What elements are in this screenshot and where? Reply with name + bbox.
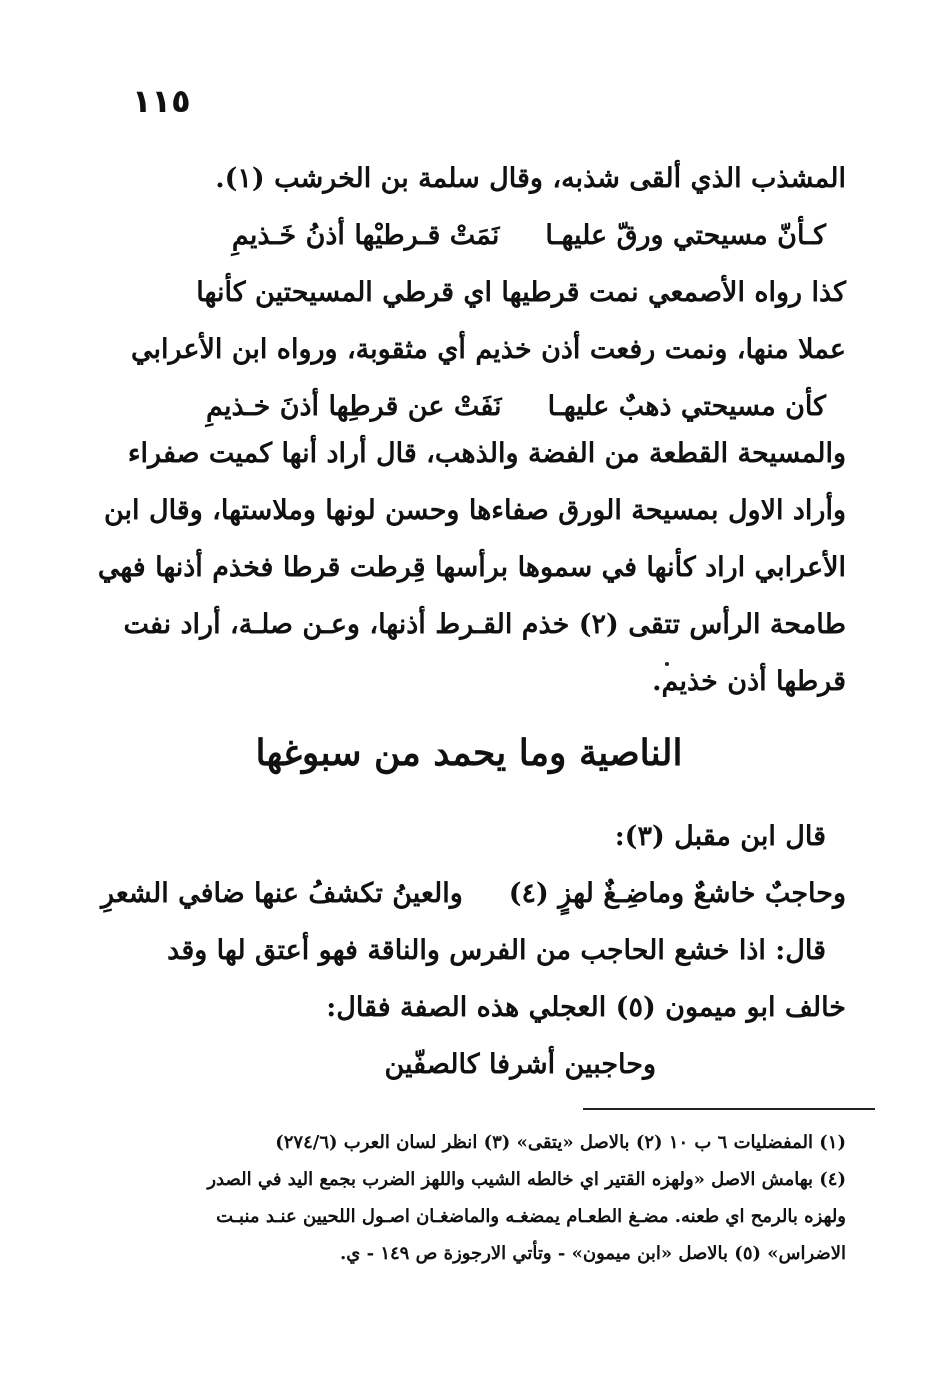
footnote-line: (١) المفضليات ٦ ب ١٠ (٢) بالاصل «يتقى» (٣) انظر لسان العرب (٢٧٤/٦) [275,1132,846,1153]
body-line: قال ابن مقبل (٣): [614,821,826,852]
verse-hemistich: نَمَتْ قـرطيْها أذنُ خَـذيمِ [231,220,500,251]
page-number: ١١٥ [132,82,191,120]
section-heading: الناصية وما يحمد من سبوغها [255,732,683,774]
verse-hemistich: كـأنّ مسيحتي ورقّ عليهـا [545,220,826,251]
dot-mark [665,662,669,666]
body-line: قرطها أذن خذيم. [652,666,846,697]
section-2 [97,425,846,710]
footnote-line: ولهزه بالرمح اي طعنه. مضـغ الطعـام يمضغـه والماضغـان اصـول اللحيين عنـد منبـت [216,1206,846,1227]
section-3 [100,808,846,1093]
verse-hemistich: والعينُ تكشفُ عنها ضافي الشعرِ [100,878,463,909]
verse-hemistich: كأن مسيحتي ذهبٌ عليهـا [547,391,826,422]
footnote-line: (٤) بهامش الاصل «ولهزه القتير اي خالطه الشيب واللهز الضرب بجمع اليد في الصدر [207,1169,846,1190]
body-line: وحاجبين أشرفا كالصفّين [384,1049,656,1080]
body-line: عملا منها، ونمت رفعت أذن خذيم أي مثقوبة، ورواه ابن الأعرابي [131,334,846,365]
body-line: قال: اذا خشع الحاجب من الفرس والناقة فهو أعتق لها وقد [167,935,826,966]
body-line: وأراد الاول بمسيحة الورق صفاءها وحسن لونها وملاستها، وقال ابن [103,495,846,526]
section-1 [131,150,846,435]
footnote-divider [583,1108,875,1110]
body-line: الأعرابي اراد كأنها في سموها برأسها قِرطت قرطا فخذم أذنها فهي [97,552,846,583]
footnotes [166,1124,846,1272]
verse-hemistich: نَفَتْ عن قرطِها أذنَ خـذيمِ [206,391,502,422]
body-line: والمسيحة القطعة من الفضة والذهب، قال أراد أنها كميت صفراء [127,438,846,469]
body-line: المشذب الذي ألقى شذبه، وقال سلمة بن الخرشب (١). [215,163,846,194]
verse-line [100,865,846,922]
verse-hemistich: وحاجبٌ خاشعٌ وماضِـغٌ لهزٍ (٤) [508,878,846,909]
body-line: طامحة الرأس تتقى (٢) خذم القـرط أذنها، وعـن صلـة، أراد نفت [123,609,846,640]
body-line: كذا رواه الأصمعي نمت قرطيها اي قرطي المسيحتين كأنها [196,277,846,308]
verse-line [166,207,846,264]
footnote-line: الاضراس» (٥) بالاصل «ابن ميمون» - وتأتي الارجوزة ص ١٤٩ - ي. [339,1243,846,1264]
body-line: خالف ابو ميمون (٥) العجلي هذه الصفة فقال: [326,992,846,1023]
